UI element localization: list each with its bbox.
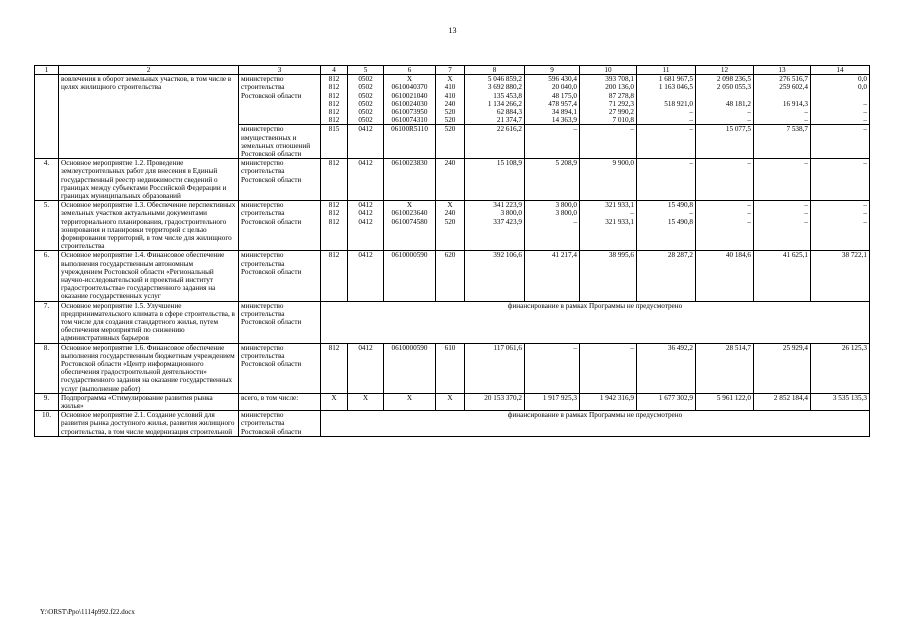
value-line: – [630, 343, 634, 352]
value-line: 520 [444, 107, 456, 116]
column-header: 4 [321, 66, 348, 75]
executor: министерство строительства Ростовской области [239, 75, 321, 125]
column-header: 13 [754, 66, 811, 75]
column-header: 12 [696, 66, 754, 75]
value-line: Х [406, 75, 413, 84]
table-header-row [35, 66, 870, 75]
value-cell [754, 251, 811, 301]
value-line: 610 [444, 343, 456, 352]
value-cell [811, 159, 870, 201]
value-line: 1 681 967,5 [658, 75, 693, 84]
value-line: 520 [444, 125, 456, 134]
value-line: 9 900,0 [612, 159, 634, 168]
value-cell [321, 125, 348, 159]
value-cell [384, 201, 436, 251]
value-line: 34 894,1 [551, 107, 577, 116]
table-row [35, 301, 870, 343]
value-cell [811, 343, 870, 393]
row-number: 4. [35, 159, 59, 201]
value-line: 14 363,9 [551, 116, 577, 125]
table-row [35, 75, 870, 125]
value-line: 0,0 [858, 75, 867, 84]
executor: всего, в том числе: [239, 393, 321, 410]
value-line: – [747, 217, 751, 226]
value-cell [754, 201, 811, 251]
no-funding-note: финансирование в рамках Программы не предусмотрено [321, 411, 870, 437]
value-cell [637, 125, 696, 159]
value-line: 1 917 925,3 [542, 393, 577, 402]
value-line: 240 [444, 209, 456, 218]
value-cell [637, 159, 696, 201]
value-line: – [573, 343, 577, 352]
value-line: 0610000590 [391, 343, 428, 352]
value-line: 520 [444, 217, 456, 226]
column-header: 5 [348, 66, 384, 75]
value-cell [321, 251, 348, 301]
value-line: 3 800,0 [500, 209, 522, 218]
value-cell [754, 343, 811, 393]
value-cell [637, 393, 696, 410]
value-line: 41 625,1 [782, 251, 808, 260]
value-line: – [863, 99, 867, 108]
value-line: 0412 [358, 209, 373, 218]
value-line: 25 929,4 [782, 343, 808, 352]
value-line: 0412 [358, 125, 373, 134]
value-cell [696, 343, 754, 393]
column-header: 1 [35, 66, 59, 75]
row-number: 9. [35, 393, 59, 410]
value-line: 0610073950 [391, 107, 428, 116]
value-cell [465, 159, 525, 201]
value-cell [525, 159, 580, 201]
value-line: 87 278,8 [608, 91, 634, 100]
value-cell [580, 125, 637, 159]
measure-name: Основное мероприятие 1.6. Финансовое обеспечение выполнения государственным бюджетным учреждением Ростовской области «Центр информационного обеспечения градостроительной деятельности» государственного задания на оказание государственных услуг (выполнение работ) [59, 343, 239, 393]
value-line: 3 800,0 [555, 201, 577, 210]
row-number: 5. [35, 201, 59, 251]
value-line: 812 [328, 201, 340, 210]
value-cell [436, 251, 465, 301]
value-cell [348, 251, 384, 301]
value-cell [580, 343, 637, 393]
value-cell [384, 343, 436, 393]
column-header: 7 [436, 66, 465, 75]
row-number: 10. [35, 411, 59, 437]
value-line: 1 942 316,9 [599, 393, 634, 402]
value-cell [580, 393, 637, 410]
value-cell [696, 125, 754, 159]
value-line: 0502 [358, 116, 373, 125]
value-cell [580, 159, 637, 201]
value-line: 0610000590 [391, 251, 428, 260]
value-line: – [689, 116, 693, 125]
row-number: 7. [35, 301, 59, 343]
value-line: Х [447, 393, 453, 402]
column-header: 8 [465, 66, 525, 75]
executor: министерство имущественных и земельных отношений Ростовской области [239, 125, 321, 159]
no-funding-note: финансирование в рамках Программы не предусмотрено [321, 301, 870, 343]
value-cell [811, 75, 870, 125]
value-cell [580, 251, 637, 301]
value-cell [321, 393, 348, 410]
value-cell [811, 125, 870, 159]
value-cell [384, 159, 436, 201]
value-line: 0502 [358, 107, 373, 116]
value-line: – [630, 209, 634, 218]
value-line: 1 134 266,2 [487, 99, 522, 108]
column-header: 10 [580, 66, 637, 75]
value-line: 410 [444, 83, 456, 92]
value-line: 812 [328, 99, 340, 108]
value-line: 0610023830 [391, 159, 428, 168]
value-cell [465, 201, 525, 251]
value-cell [580, 201, 637, 251]
value-cell [348, 75, 384, 125]
value-line: – [689, 107, 693, 116]
value-line: – [689, 209, 693, 218]
value-line: – [630, 125, 634, 134]
value-line: 620 [444, 251, 456, 260]
value-line: – [747, 201, 751, 210]
value-line: 5 046 859,2 [487, 75, 522, 84]
measure-name: Основное мероприятие 1.2. Проведение землеустроительных работ для внесения в Единый государственный реестр недвижимости сведений о границах между субъектами Российской Федерации и границах муниципальных образований [59, 159, 239, 201]
value-line: – [863, 217, 867, 226]
table-row [35, 393, 870, 410]
value-line: – [573, 125, 577, 134]
table-body [35, 66, 870, 437]
value-line: – [804, 159, 808, 168]
value-line: 812 [328, 116, 340, 125]
value-line: 0610074310 [391, 116, 428, 125]
value-cell [436, 343, 465, 393]
value-line: 0610023640 [391, 209, 428, 218]
value-line: 812 [328, 217, 340, 226]
value-cell [811, 251, 870, 301]
value-line: – [863, 125, 867, 134]
value-cell [637, 343, 696, 393]
value-line: 259 602,4 [779, 83, 808, 92]
value-line: 812 [328, 343, 340, 352]
value-line: 27 990,2 [608, 107, 634, 116]
value-line: 3 692 880,2 [487, 83, 522, 92]
value-line: 2 852 184,4 [773, 393, 808, 402]
value-line: – [804, 107, 808, 116]
executor: министерство строительства Ростовской области [239, 201, 321, 251]
measure-name: Подпрограмма «Стимулирование развития рынка жилья» [59, 393, 239, 410]
value-line: 276 516,7 [779, 75, 808, 84]
value-line: 15 490,8 [667, 201, 693, 210]
value-line: 812 [328, 75, 340, 84]
value-cell [525, 125, 580, 159]
value-line: 1 677 302,9 [658, 393, 693, 402]
value-line: 135 453,8 [493, 91, 522, 100]
value-line: 0502 [358, 91, 373, 100]
value-cell [525, 251, 580, 301]
value-cell [348, 159, 384, 201]
value-line: 71 292,3 [608, 99, 634, 108]
value-cell [465, 75, 525, 125]
value-cell [321, 343, 348, 393]
value-line: 410 [444, 91, 456, 100]
row-number [35, 75, 59, 159]
table-row [35, 201, 870, 251]
value-line: 0610021040 [391, 91, 428, 100]
table-row [35, 159, 870, 201]
value-line: – [747, 107, 751, 116]
value-line: 393 708,1 [605, 75, 634, 84]
value-cell [696, 393, 754, 410]
value-line: 7 010,8 [612, 116, 634, 125]
measure-name: вовлечения в оборот земельных участков, в том числе в целях жилищного строительства [59, 75, 239, 159]
measure-name: Основное мероприятие 1.5. Улучшение предпринимательского климата в сфере строительства, в том числе для создания стандартного жилья, путем обеспечения мероприятий по снижению административных барьеров [59, 301, 239, 343]
value-line: – [689, 125, 693, 134]
value-cell [754, 75, 811, 125]
value-line: Х [406, 201, 413, 210]
value-line: Х [447, 201, 453, 210]
value-line: 0502 [358, 75, 373, 84]
value-line: 0610040370 [391, 83, 428, 92]
value-line: 5 961 122,0 [716, 393, 751, 402]
value-line: 26 125,3 [841, 343, 867, 352]
value-line: 815 [328, 125, 340, 134]
value-line: Х [447, 75, 453, 84]
executor: министерство строительства Ростовской области [239, 159, 321, 201]
value-line: Х [362, 393, 369, 402]
value-line: 2 098 236,5 [716, 75, 751, 84]
value-cell [525, 201, 580, 251]
value-line: 240 [444, 159, 456, 168]
value-line: 3 800,0 [555, 209, 577, 218]
value-cell [348, 125, 384, 159]
value-cell [754, 125, 811, 159]
value-cell [754, 159, 811, 201]
value-line: 0502 [358, 83, 373, 92]
executor: министерство строительства Ростовской области [239, 301, 321, 343]
value-cell [348, 201, 384, 251]
measure-name: Основное мероприятие 1.4. Финансовое обеспечение выполнения государственным автономным учреждением Ростовской области «Региональный научно-исследовательский и проектный институт градостроительства» государственного задания на оказание государственных услуг [59, 251, 239, 301]
value-line: 0412 [358, 217, 373, 226]
value-cell [384, 251, 436, 301]
value-cell [384, 393, 436, 410]
value-line: 3 535 135,3 [832, 393, 867, 402]
budget-table [34, 65, 870, 437]
value-line: 15 077,5 [725, 125, 751, 134]
executor: министерство строительства Ростовской области [239, 251, 321, 301]
value-line [639, 92, 693, 100]
value-line: 2 050 055,3 [716, 83, 751, 92]
value-line: – [573, 217, 577, 226]
value-line: – [747, 159, 751, 168]
value-line: – [804, 217, 808, 226]
value-line: 48 175,0 [551, 91, 577, 100]
column-header: 14 [811, 66, 870, 75]
value-line: 38 995,6 [608, 251, 634, 260]
value-line: 812 [328, 251, 340, 260]
value-line: – [689, 159, 693, 168]
value-cell [465, 343, 525, 393]
value-line: 321 933,1 [605, 217, 634, 226]
value-line: 518 921,0 [664, 99, 693, 108]
value-cell [384, 75, 436, 125]
value-line: 0412 [358, 201, 373, 210]
value-line: – [747, 209, 751, 218]
value-line: – [863, 209, 867, 218]
value-cell [696, 201, 754, 251]
executor: министерство строительства Ростовской области [239, 411, 321, 437]
value-cell [465, 251, 525, 301]
column-header: 9 [525, 66, 580, 75]
value-line: 0412 [358, 343, 373, 352]
value-line: 62 884,3 [496, 107, 522, 116]
value-line: 341 223,9 [493, 201, 522, 210]
value-cell [465, 125, 525, 159]
value-line: 1 163 046,5 [658, 83, 693, 92]
value-cell [754, 393, 811, 410]
value-line: 478 957,4 [548, 99, 577, 108]
value-cell [321, 75, 348, 125]
value-line: 22 616,2 [496, 125, 522, 134]
table-row [35, 411, 870, 437]
value-cell [637, 75, 696, 125]
value-line: 812 [328, 91, 340, 100]
value-cell [436, 201, 465, 251]
value-line: 20 040,0 [551, 83, 577, 92]
value-line: – [747, 116, 751, 125]
page-number: 13 [448, 26, 457, 35]
value-line: – [863, 159, 867, 168]
value-line: 40 184,6 [725, 251, 751, 260]
value-line: 5 208,9 [555, 159, 577, 168]
column-header: 2 [59, 66, 239, 75]
value-cell [321, 159, 348, 201]
value-line: 392 106,6 [493, 251, 522, 260]
measure-name: Основное мероприятие 2.1. Создание условий для развития рынка доступного жилья, развития жилищного строительства, в том числе модернизация строительной [59, 411, 239, 437]
value-cell [436, 393, 465, 410]
value-line: 240 [444, 99, 456, 108]
value-cell [637, 201, 696, 251]
value-line: 28 514,7 [725, 343, 751, 352]
value-cell [348, 393, 384, 410]
value-cell [811, 201, 870, 251]
value-line [756, 92, 808, 100]
executor: министерство строительства Ростовской области [239, 343, 321, 393]
value-cell [465, 393, 525, 410]
value-line: 812 [328, 159, 340, 168]
value-line: 38 722,1 [841, 251, 867, 260]
value-cell [384, 125, 436, 159]
value-line: 0610074580 [391, 217, 428, 226]
value-cell [321, 201, 348, 251]
value-line: 0,0 [858, 83, 867, 92]
value-cell [580, 75, 637, 125]
value-line: – [863, 107, 867, 116]
value-line: 812 [328, 83, 340, 92]
value-line: 15 490,8 [667, 217, 693, 226]
column-header: 6 [384, 66, 436, 75]
value-cell [811, 393, 870, 410]
value-line: 337 423,9 [493, 217, 522, 226]
value-line: 0412 [358, 159, 373, 168]
value-cell [637, 251, 696, 301]
value-line: – [863, 201, 867, 210]
value-line: 812 [328, 209, 340, 218]
measure-name: Основное мероприятие 1.3. Обеспечение перспективных земельных участков актуальными документами территориального планирования, градостроительного зонирования и планировки территорий с целью формирования территорий, в том числе для жилищного строительства [59, 201, 239, 251]
column-header: 3 [239, 66, 321, 75]
value-line: Х [406, 393, 413, 402]
value-cell [436, 125, 465, 159]
value-line [698, 92, 751, 100]
value-cell [696, 75, 754, 125]
value-cell [525, 343, 580, 393]
value-line: 117 061,6 [493, 343, 522, 352]
value-line: 21 374,7 [496, 116, 522, 125]
row-number: 8. [35, 343, 59, 393]
column-header: 11 [637, 66, 696, 75]
value-line: 7 538,7 [786, 125, 808, 134]
value-cell [696, 251, 754, 301]
value-line: 48 181,2 [725, 99, 751, 108]
value-line: 321 933,1 [605, 201, 634, 210]
value-cell [696, 159, 754, 201]
value-line: 15 108,9 [496, 159, 522, 168]
value-line: 28 287,2 [667, 251, 693, 260]
value-line: 36 492,2 [667, 343, 693, 352]
value-line: 812 [328, 107, 340, 116]
value-line: 20 153 370,2 [484, 393, 522, 402]
value-cell [436, 159, 465, 201]
value-line: – [863, 116, 867, 125]
value-line: 596 430,4 [548, 75, 577, 84]
value-cell [436, 75, 465, 125]
file-path-footer: Y:\ORST\Ppo\1114p992.f22.docx [40, 608, 135, 616]
value-cell [525, 75, 580, 125]
value-line: – [804, 116, 808, 125]
value-line: 0412 [358, 251, 373, 260]
value-line: 06100R5110 [391, 125, 428, 134]
value-line: 41 217,4 [551, 251, 577, 260]
value-line: – [804, 201, 808, 210]
table-row [35, 251, 870, 301]
row-number: 6. [35, 251, 59, 301]
value-line: 200 136,0 [605, 83, 634, 92]
value-line: 0502 [358, 99, 373, 108]
value-line: Х [331, 393, 337, 402]
value-line [813, 92, 867, 100]
value-line: 16 914,3 [782, 99, 808, 108]
value-cell [525, 393, 580, 410]
value-cell [348, 343, 384, 393]
table-row [35, 343, 870, 393]
value-line: 520 [444, 116, 456, 125]
value-line: – [804, 209, 808, 218]
value-line: 0610024030 [391, 99, 428, 108]
